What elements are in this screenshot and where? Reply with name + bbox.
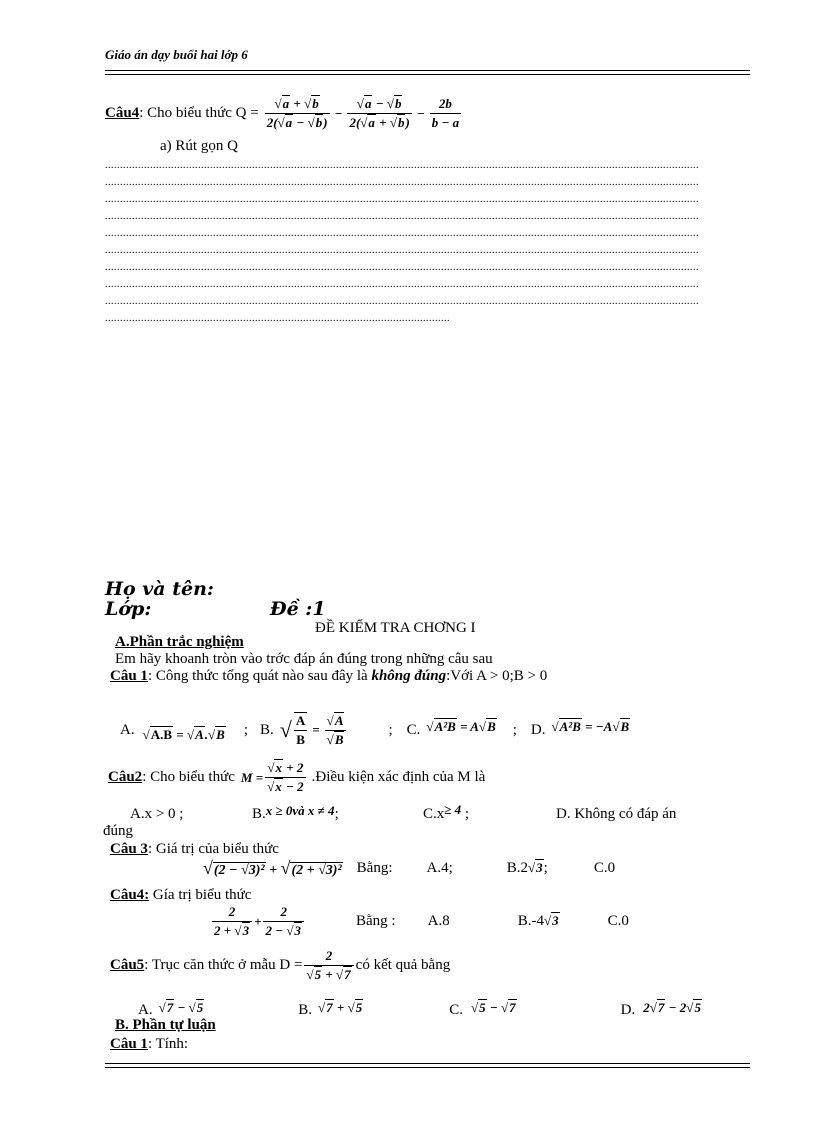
question-1-options: A. √A.B = √A.√B ; B. √ $\frac{A}{B}$ = $\frac{√A}{√B}$ ; C. √A²B = A√B ; D. √A²B = −A√B [120,712,630,747]
question-3-expression [203,858,615,879]
question-label: Câu5 [110,957,145,973]
name-label: Họ và tên: [105,578,214,600]
answer-line: ...................................................................................................................................................................................................... [105,245,699,256]
option-c-formula: ≥ 4 [444,802,462,817]
formula-q3: √(2 − √3)² + √(2 + √3)² [203,858,342,878]
option-b-formula: √ $\frac{A}{B}$ = $\frac{√A}{√B}$ [280,712,349,748]
q2-option-a: A.x > 0 ; [130,806,184,822]
essay-question-1 [110,1036,188,1053]
q2-option-d: D. Không có đáp án [556,806,677,822]
question-2 [108,760,485,795]
q4-option-c: C.0 [607,913,629,929]
section-a-heading: A.Phần trắc nghiệm [115,634,244,650]
q2-option-c: C.x≥ 4 ; [423,802,470,822]
option-a-formula: √7 − √5 [158,999,204,1015]
option-a-label: A. [138,1002,153,1018]
answer-line: ...................................................................................................................................................................................................... [105,228,699,239]
answer-line: ...................................................................................................................................................................................................... [105,296,699,307]
option-b-label: B. [260,721,274,738]
question-4 [110,887,251,904]
equals-label: Bằng : [356,913,396,929]
q3-option-c: C.0 [593,860,616,876]
question-text: : Cho biểu thức Q = [139,105,259,121]
formula-d: $\frac{2}{√5 + √7}$ [302,948,355,983]
question-5-options [138,996,702,1019]
option-d-formula: √A²B = −A√B [551,719,630,734]
question-label: Câu 1 [110,1036,148,1052]
q3-option-a: A.4; [426,860,453,876]
option-b-label: B. [252,806,266,822]
question-label: Câu4: [110,887,150,903]
question-4-expression [210,904,629,939]
question-5 [110,948,450,983]
page-header: Giáo án dạy buổi hai lớp 6 [105,47,248,62]
option-c-formula: √5 − √7 [471,999,516,1015]
q4-option-a: A.8 [427,913,450,929]
answer-line: ...................................................................................................................................................................................................... [105,211,699,222]
question-text: : Cho biểu thức [142,769,235,785]
instruction-text: Em hãy khoanh tròn vào trớc đáp án đúng trong những câu sau [115,651,493,667]
option-b-formula: √7 + √5 [318,999,363,1015]
question-1 [110,668,547,685]
formula-m: M = $\frac{√x + 2}{√x - 2}$ [240,760,304,794]
question-text: : Tính: [147,1036,189,1052]
question-label: Câu2 [108,769,143,785]
option-d-formula: 2√7 − 2√5 [643,999,701,1015]
question-text: : Công thức tổng quát nào sau đây là [147,668,372,684]
option-a-formula: √A.B = √A.√B [142,727,225,742]
q4-option-b: B.-4√3 [517,913,559,929]
footer-rule [105,1067,750,1068]
condition-text: :Với A > 0;B > 0 [446,668,548,684]
question-4-top [105,96,463,131]
option-c-formula: √A²B = A√B [426,719,496,734]
answer-line: ...................................................................................................................................................................................................... [105,279,699,290]
question-label: Câu4 [105,105,140,121]
exam-number: Đề :1 [270,598,326,620]
option-c-label: C. [406,721,421,738]
question-label: Câu 3 [110,841,148,857]
header-rule-thin [105,74,750,75]
q2-option-b: B.x ≥ 0và x ≠ 4; [252,803,339,822]
equals-label: Bằng: [356,860,393,876]
answer-line-short: ................................................................................................................... [105,313,450,324]
answer-line: ...................................................................................................................................................................................................... [105,177,699,188]
question-text: : Trục căn thức ở mẫu D = [144,957,303,973]
class-label: Lớp: [105,598,152,620]
option-c-label: C. [449,1002,463,1018]
option-c-label: C.x [423,806,445,822]
part-a: a) Rút gọn Q [160,138,238,154]
header-rule [105,70,750,71]
answer-line: ...................................................................................................................................................................................................... [105,160,699,171]
question-text: : Giá trị của biểu thức [147,841,279,857]
condition-text: .Điều kiện xác định của M là [311,769,486,785]
emphasis-text: không đúng [371,668,447,684]
exam-title: ĐỀ KIỂM TRA CHƠNG I [315,620,476,636]
footer-rule-thin [105,1063,750,1064]
option-b-label: B. [298,1002,313,1018]
formula-q4: $\frac{2}{2 + √3}$ + $\frac{2}{2 - √3}$ [210,904,306,939]
option-b-label: B.-4 [517,913,544,929]
answer-line: ...................................................................................................................................................................................................... [105,262,699,273]
question-text: Gía trị biểu thức [149,887,252,903]
section-b-heading: B. Phần tự luận [115,1017,216,1033]
q2-option-d-cont: đúng [103,823,133,839]
result-text: có kết quả bằng [355,957,451,973]
question-3 [110,841,279,858]
option-d-label: D. [530,721,546,738]
option-a-label: A. [120,721,135,738]
answer-line: ...................................................................................................................................................................................................... [105,194,699,205]
formula-q: $\frac{√a + √b}{2(√a - √b)}$ − $\frac{√a - √b}{2(√a + √b)}$ − $\frac{2b}{b - a}$ [266,96,460,130]
question-label: Câu 1 [110,668,148,684]
option-b-formula: x ≥ 0và x ≠ 4 [265,803,335,818]
option-d-label: D. [620,1002,636,1018]
option-b-label: B.2 [506,860,529,876]
q3-option-b: B.2√3; [506,860,548,876]
